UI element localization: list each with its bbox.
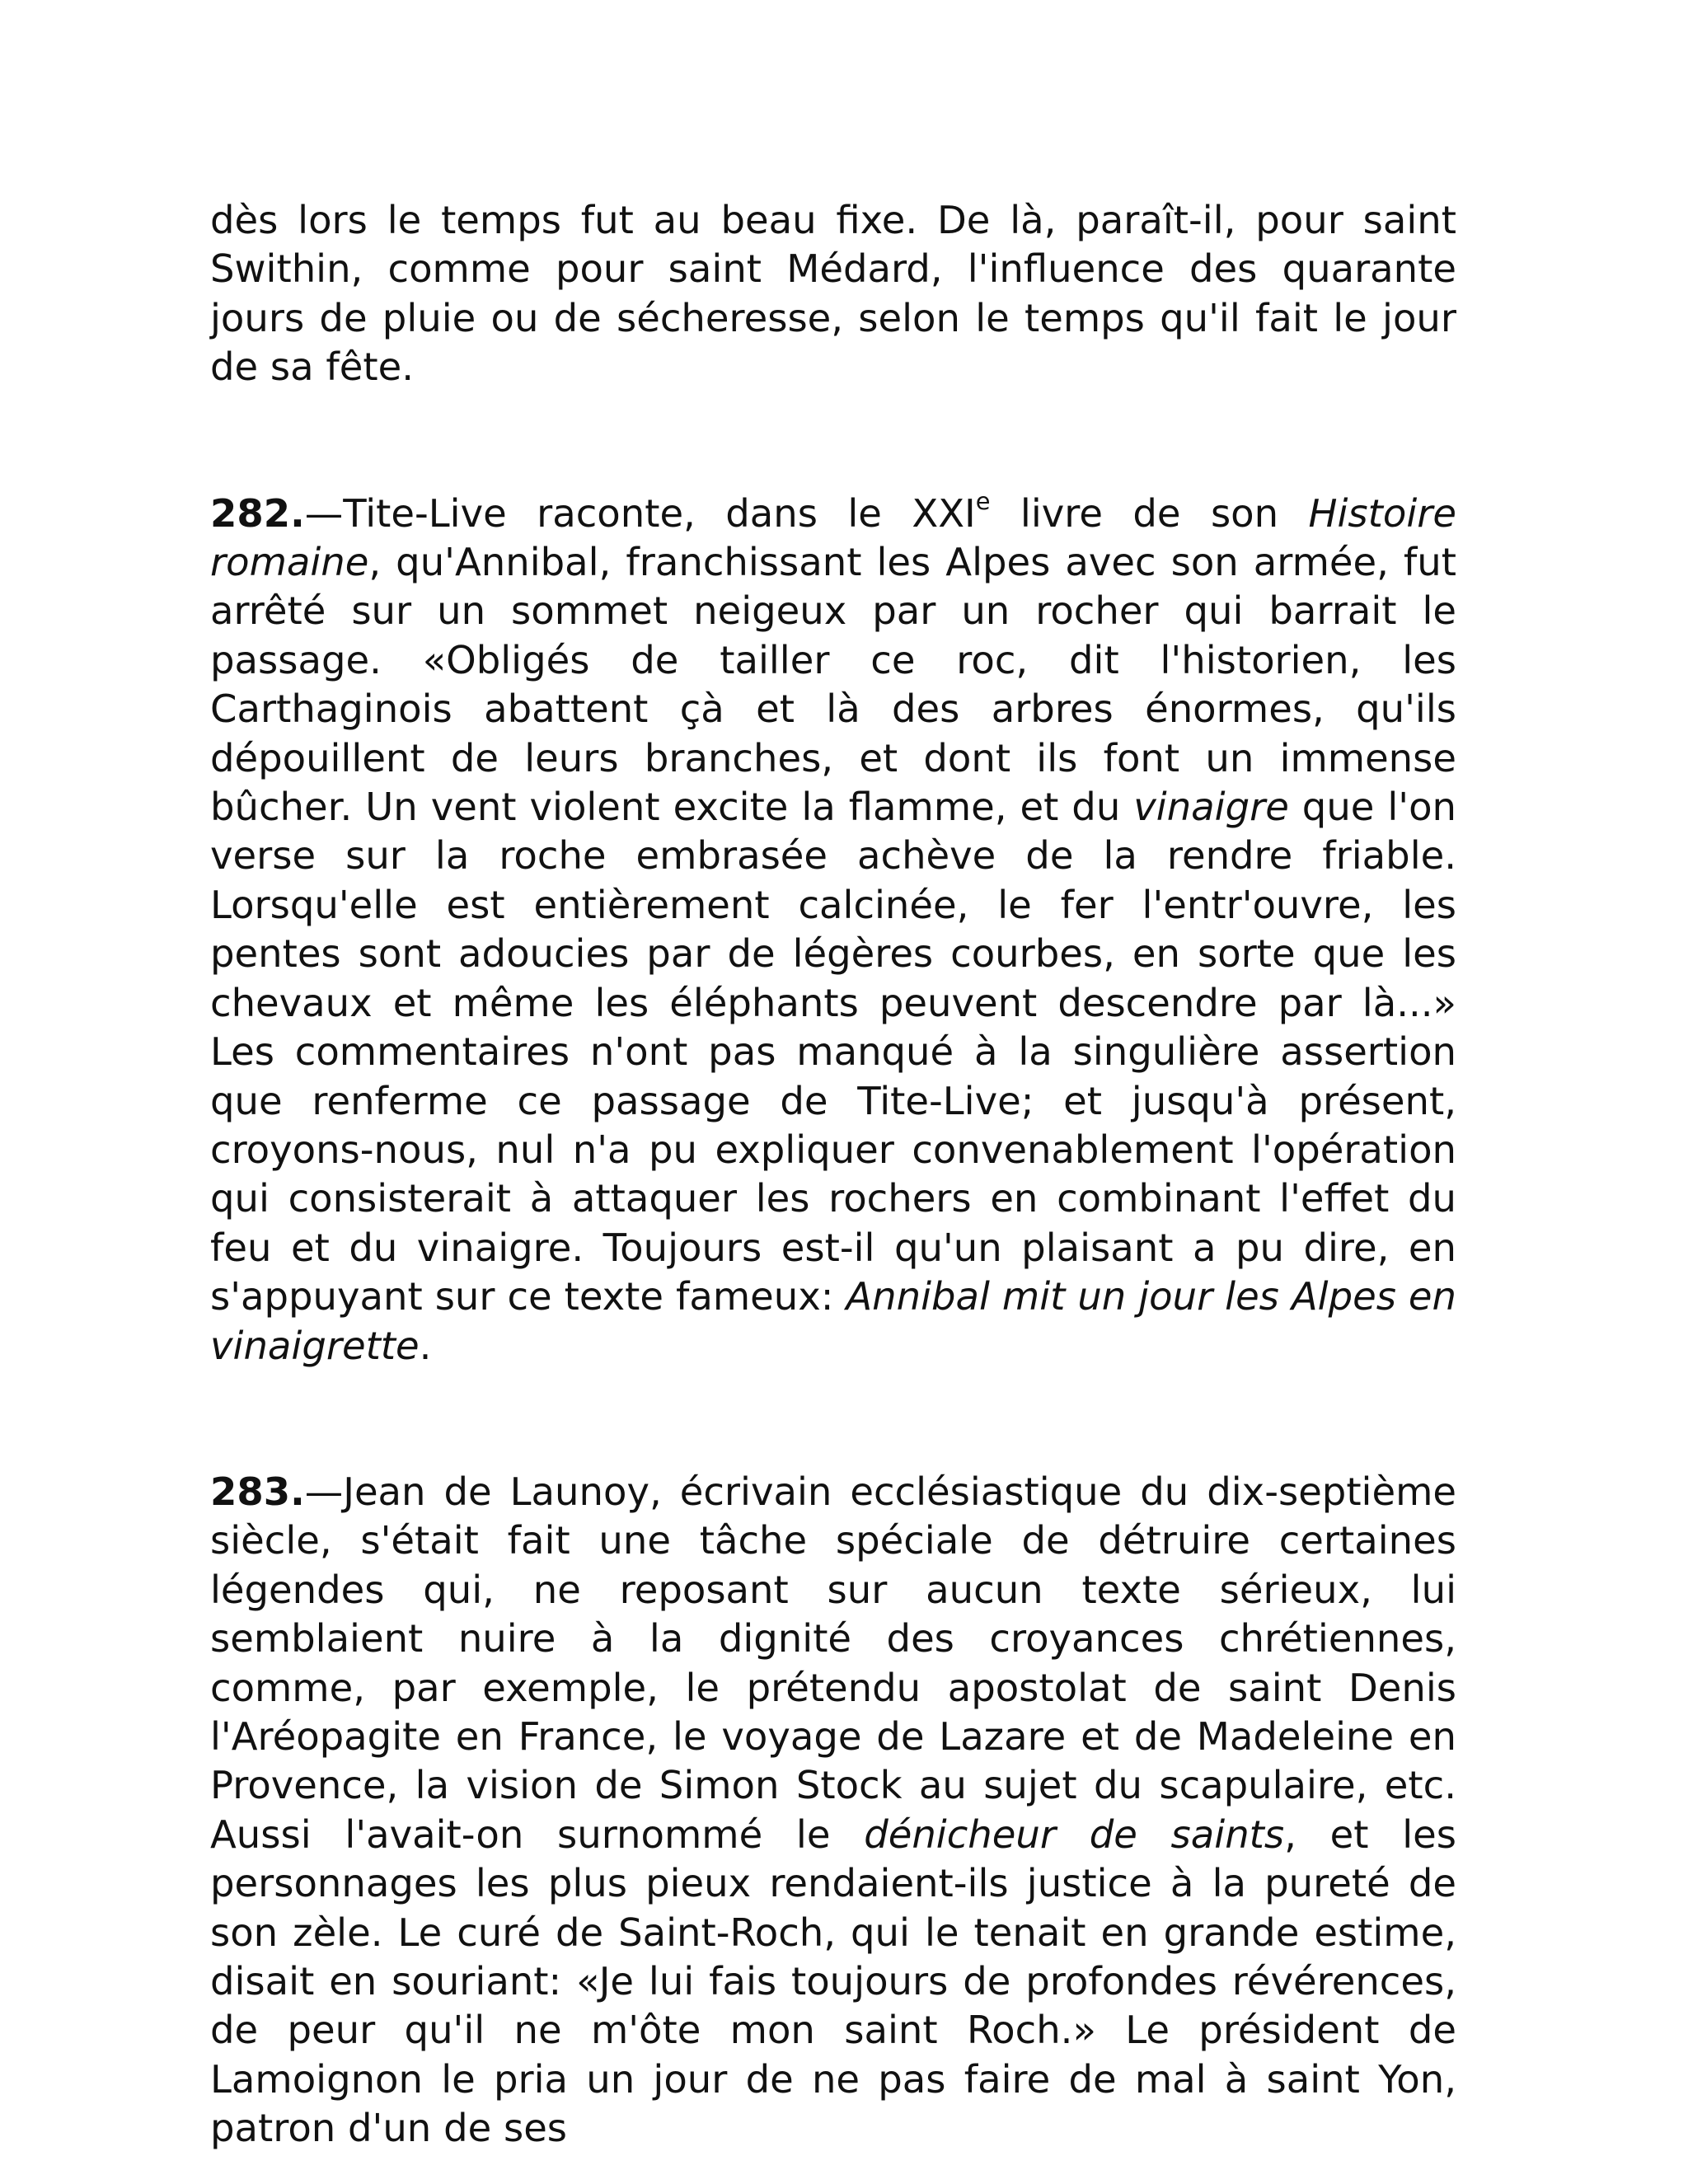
document-page — [210, 196, 1456, 2154]
paragraph-continuation — [210, 196, 1456, 392]
paragraph-282 — [210, 486, 1456, 1371]
paragraph-gap — [210, 1371, 1456, 1468]
superscript-text: e — [975, 486, 991, 515]
paragraph-text: que l'on verse sur la roche embrasée achève de la rendre friable. Lorsqu'elle est entièrement calcinée, le fer l'entr'ouvre, les pentes sont adoucies par de légères courbes, en sorte que les chevaux et même les éléphants peuvent descendre par là...» Les commentaires n'ont pas manqué à la singulière assertion que renferme ce passage de Tite-Live; et jusqu'à présent, croyons-nous, nul n'a pu expliquer convenablement l'opération qui consisterait à attaquer les rochers en combinant l'effet du feu et du vinaigre. Toujours est-il qu'un plaisant a pu dire, en s'appuyant sur ce texte fameux: — [210, 785, 1456, 1319]
italic-word: vinaigre — [1133, 785, 1289, 830]
paragraph-283 — [210, 1468, 1456, 2154]
paragraph-text: livre de son — [990, 490, 1309, 536]
paragraph-text: . — [419, 1323, 432, 1368]
paragraph-text: , qu'Annibal, franchissant les Alpes avec son armée, fut arrêté sur un sommet neigeux par un rocher qui barrait le passage. «Obligés de tailler ce roc, dit l'historien, les Carthaginois abattent çà et là des arbres énormes, qu'ils dépouillent de leurs branches, et dont ils font un immense bûcher. Un vent violent excite la flamme, et du — [210, 540, 1456, 830]
paragraph-text: —Jean de Launoy, écrivain ecclésiastique du dix-septième siècle, s'était fait une tâche spéciale de détruire certaines légendes qui, ne reposant sur aucun texte sérieux, lui semblaient nuire à la dignité des croyances chrétiennes, comme, par exemple, le prétendu apostolat de saint Denis l'Aréopagite en France, le voyage de Lazare et de Madeleine en Provence, la vision de Simon Stock au sujet du scapulaire, etc. Aussi l'avait-on surnommé le — [210, 1469, 1456, 1857]
paragraph-number: 282. — [210, 490, 305, 536]
paragraph-text: , et les personnages les plus pieux rendaient-ils justice à la pureté de son zèle. Le curé de Saint-Roch, qui le tenait en grande estime, disait en souriant: «Je lui fais toujours de profondes révérences, de peur qu'il ne m'ôte mon saint Roch.» Le président de Lamoignon le pria un jour de ne pas faire de mal à saint Yon, patron d'un de ses — [210, 1811, 1456, 2151]
italic-title: Histoire romaine — [210, 490, 1456, 585]
italic-phrase: dénicheur de saints — [864, 1811, 1285, 1857]
paragraph-gap — [210, 392, 1456, 490]
paragraph-text: —Tite-Live raconte, dans le XXI — [304, 490, 976, 536]
paragraph-number: 283. — [210, 1469, 305, 1514]
paragraph-text: dès lors le temps fut au beau fixe. De là, paraît-il, pour saint Swithin, comme pour saint Médard, l'influence des quarante jours de pluie ou de sécheresse, selon le temps qu'il fait le jour de sa fête. — [210, 198, 1456, 390]
italic-quote: Annibal mit un jour les Alpes en vinaigrette — [210, 1274, 1456, 1368]
